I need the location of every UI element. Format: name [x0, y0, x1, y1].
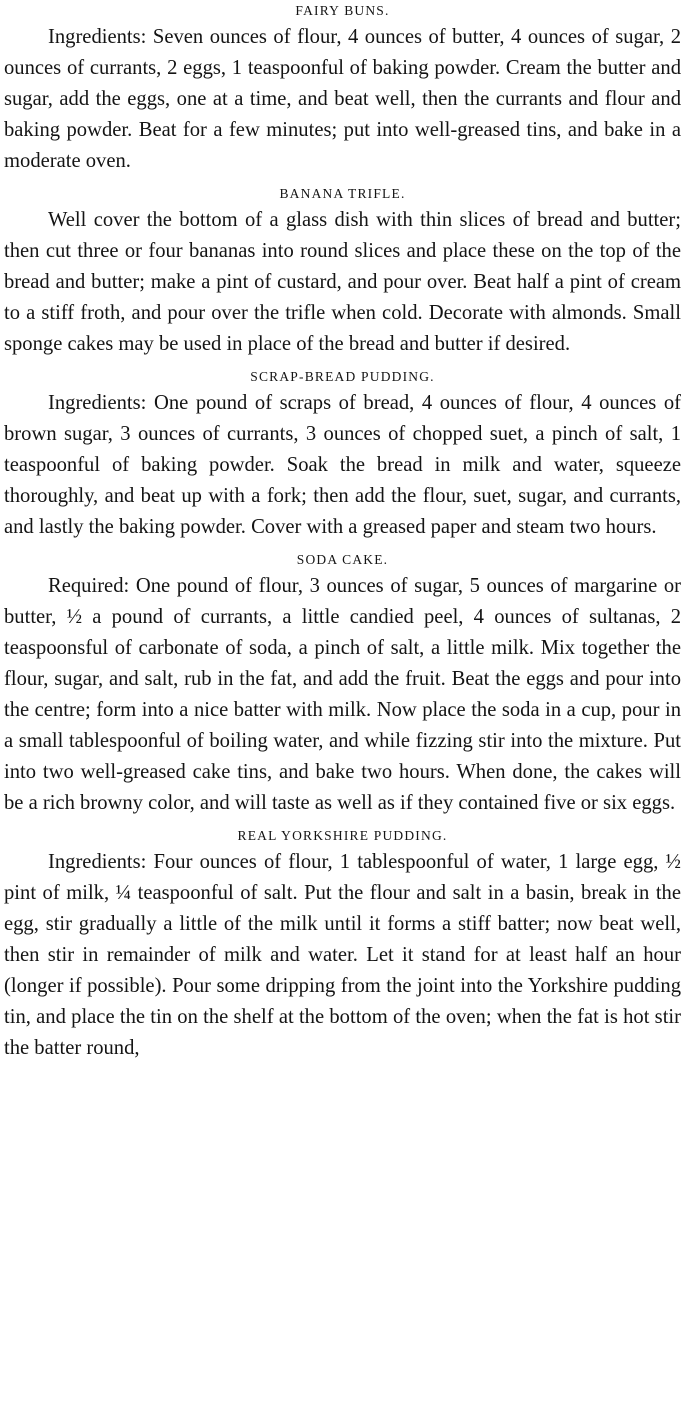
recipe-title: REAL YORKSHIRE PUDDING. [237, 828, 448, 843]
recipe-body: Required: One pound of flour, 3 ounces of sugar, 5 ounces of margarine or butter, ½ a pound of currants, a little candied peel, 4 ounces of sultanas, 2 teaspoonsful of carbonate of soda, a pinch of salt, a little milk. Mix together the flour, sugar, and salt, rub in the fat, and add the fruit. Beat the eggs and pour into the centre; form into a nice batter with milk. Now place the soda in a cup, pour in a small tablespoonful of boiling water, and while fizzing stir into the mixture. Put into two well-greased cake tins, and bake two hours. When done, the cakes will be a rich browny color, and will taste as well as if they contained five or six eggs. [4, 575, 681, 814]
recipe-page [4, 0, 681, 1070]
recipe-soda-cake [4, 549, 681, 819]
recipe-real-yorkshire-pudding [4, 825, 681, 1064]
recipe-fairy-buns [4, 0, 681, 177]
recipe-title: SODA CAKE. [296, 552, 389, 567]
recipe-body: Well cover the bottom of a glass dish with thin slices of bread and butter; then cut three or four bananas into round slices and place these on the top of the bread and butter; make a pint of custard, and pour over. Beat half a pint of cream to a stiff froth, and pour over the trifle when cold. Decorate with almonds. Small sponge cakes may be used in place of the bread and butter if desired. [4, 209, 681, 355]
recipe-body: Ingredients: Four ounces of flour, 1 tablespoonful of water, 1 large egg, ½ pint of milk, ¼ teaspoonful of salt. Put the flour and salt in a basin, break in the egg, stir gradually a little of the milk until it forms a stiff batter; now beat well, then stir in remainder of milk and water. Let it stand for at least half an hour (longer if possible). Pour some dripping from the joint into the Yorkshire pudding tin, and place the tin on the shelf at the bottom of the oven; when the fat is hot stir the batter round, [4, 851, 681, 1059]
recipe-title: SCRAP-BREAD PUDDING. [250, 369, 435, 384]
recipe-body: Ingredients: Seven ounces of flour, 4 ounces of butter, 4 ounces of sugar, 2 ounces of currants, 2 eggs, 1 teaspoonful of baking powder. Cream the butter and sugar, add the eggs, one at a time, and beat well, then the currants and flour and baking powder. Beat for a few minutes; put into well-greased tins, and bake in a moderate oven. [4, 26, 681, 172]
recipe-banana-trifle [4, 183, 681, 360]
recipe-title: BANANA TRIFLE. [279, 186, 406, 201]
recipe-title: FAIRY BUNS. [295, 3, 390, 18]
recipe-scrap-bread-pudding [4, 366, 681, 543]
recipe-body: Ingredients: One pound of scraps of bread, 4 ounces of flour, 4 ounces of brown sugar, 3 ounces of currants, 3 ounces of chopped suet, a pinch of salt, 1 teaspoonful of baking powder. Soak the bread in milk and water, squeeze thoroughly, and beat up with a fork; then add the flour, suet, sugar, and currants, and lastly the baking powder. Cover with a greased paper and steam two hours. [4, 392, 681, 538]
